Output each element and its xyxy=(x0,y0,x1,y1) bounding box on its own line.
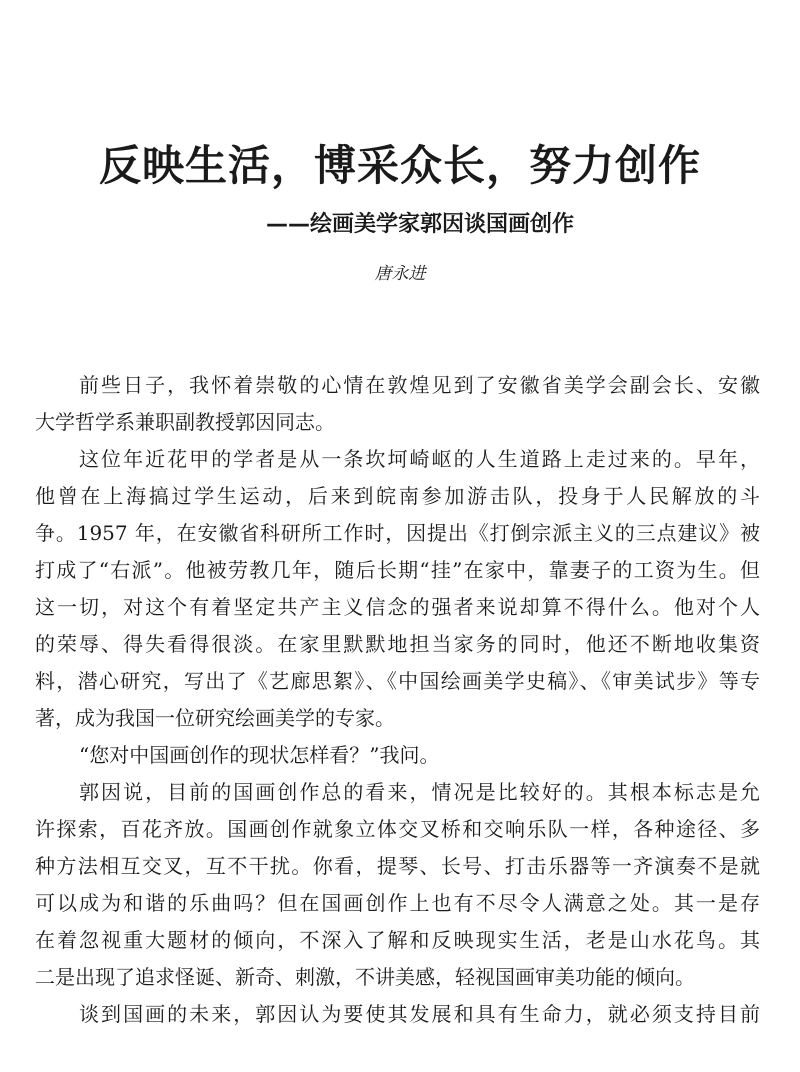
body-line: 许探索，百花齐放。国画创作就象立体交叉桥和交响乐队一样，各种途径、多 xyxy=(35,817,760,841)
body-line: 的荣辱、得失看得很淡。在家里默默地担当家务的同时，他还不断地收集资 xyxy=(35,632,760,656)
article-body xyxy=(35,367,760,1033)
body-line: 可以成为和谐的乐曲吗？但在国画创作上也有不尽令人满意之处。其一是存 xyxy=(35,891,760,915)
body-line: 在着忽视重大题材的倾向，不深入了解和反映现实生活，老是山水花鸟。其 xyxy=(35,928,760,952)
body-line: 他曾在上海搞过学生运动，后来到皖南参加游击队，投身于人民解放的斗 xyxy=(35,484,760,508)
body-line: 著，成为我国一位研究绘画美学的专家。 xyxy=(35,706,395,730)
body-line: 前些日子，我怀着崇敬的心情在敦煌见到了安徽省美学会副会长、安徽 xyxy=(79,373,760,397)
body-line: “您对中国画创作的现状怎样看？”我问。 xyxy=(79,743,440,767)
body-line: 打成了“右派”。他被劳教几年，随后长期“挂”在家中，靠妻子的工资为生。但 xyxy=(35,558,760,582)
article-title: 反映生活，博采众长，努力创作 xyxy=(98,141,701,190)
body-line: 争。1957 年，在安徽省科研所工作时，因提出《打倒宗派主义的三点建议》被 xyxy=(35,521,760,545)
body-line: 谈到国画的未来，郭因认为要使其发展和具有生命力，就必须支持目前 xyxy=(79,1002,760,1026)
body-line: 种方法相互交叉，互不干扰。你看，提琴、长号、打击乐器等一齐演奏不是就 xyxy=(35,854,760,878)
body-line: 料，潜心研究，写出了《艺廊思絮》、《中国绘画美学史稿》、《审美试步》等专 xyxy=(35,669,760,693)
body-line: 二是出现了追求怪诞、新奇、刺激，不讲美感，轻视国画审美功能的倾向。 xyxy=(35,965,695,989)
body-line: 大学哲学系兼职副教授郭因同志。 xyxy=(35,410,335,434)
body-line: 这一切，对这个有着坚定共产主义信念的强者来说却算不得什么。他对个人 xyxy=(35,595,760,619)
article-subtitle: ——绘画美学家郭因谈国画创作 xyxy=(265,212,574,237)
body-line: 郭因说，目前的国画创作总的看来，情况是比较好的。其根本标志是允 xyxy=(79,780,760,804)
article-author: 唐永进 xyxy=(374,264,426,284)
body-line: 这位年近花甲的学者是从一条坎坷崎岖的人生道路上走过来的。早年， xyxy=(79,447,760,471)
